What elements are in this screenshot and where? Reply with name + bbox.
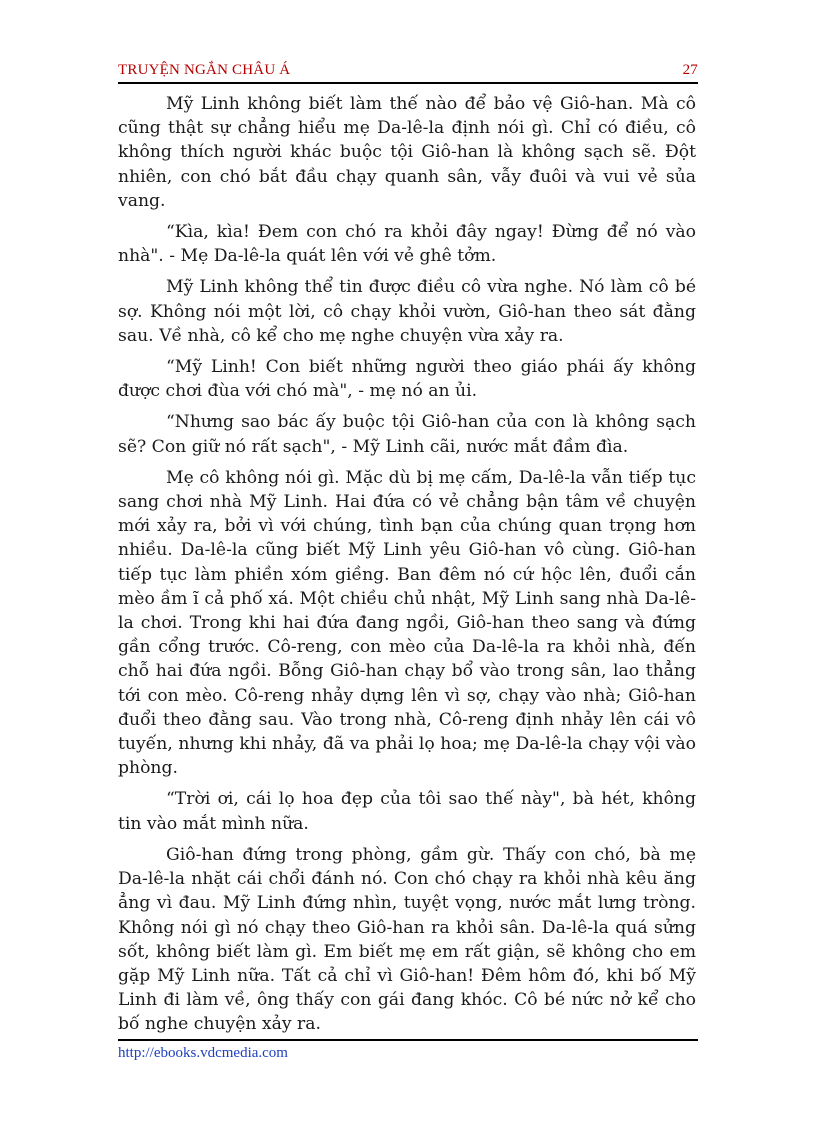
paragraph: “Trời ơi, cái lọ hoa đẹp của tôi sao thế này", bà hét, không tin vào mắt mình nữa. — [118, 789, 696, 834]
paragraph: “Kìa, kìa! Đem con chó ra khỏi đây ngay! Đừng để nó vào nhà". - Mẹ Da-lê-la quát lên với vẻ ghê tởm. — [118, 222, 696, 267]
page-number: 27 — [682, 62, 698, 78]
paragraph: “Nhưng sao bác ấy buộc tội Giô-han của con là không sạch sẽ? Con giữ nó rất sạch", - Mỹ Linh cãi, nước mắt đầm đìa. — [118, 412, 696, 457]
paragraph: Mỹ Linh không biết làm thế nào để bảo vệ Giô-han. Mà cô cũng thật sự chẳng hiểu mẹ Da-lê-la định nói gì. Chỉ có điều, cô không thích người khác buộc tội Giô-han là không sạch sẽ. Đột nhiên, con chó bắt đầu chạy quanh sân, vẫy đuôi và vui vẻ sủa vang. — [118, 94, 696, 211]
paragraph: “Mỹ Linh! Con biết những người theo giáo phái ấy không được chơi đùa với chó mà", - mẹ nó an ủi. — [118, 357, 696, 402]
footer-divider — [118, 1039, 698, 1041]
book-title: TRUYỆN NGẮN CHÂU Á — [118, 62, 291, 78]
page-header — [118, 60, 698, 84]
footer-link[interactable]: http://ebooks.vdcmedia.com — [118, 1045, 288, 1061]
story-body — [118, 92, 696, 1044]
paragraph: Mẹ cô không nói gì. Mặc dù bị mẹ cấm, Da-lê-la vẫn tiếp tục sang chơi nhà Mỹ Linh. Hai đứa có vẻ chẳng bận tâm về chuyện mới xảy ra, bởi vì với chúng, tình bạn của chúng quan trọng hơn nhiều. Da-lê-la cũng biết Mỹ Linh yêu Giô-han vô cùng. Giô-han tiếp tục làm phiền xóm giềng. Ban đêm nó cứ hộc lên, đuổi cắn mèo ầm ĩ cả phố xá. Một chiều chủ nhật, Mỹ Linh sang nhà Da-lê-la chơi. Trong khi hai đứa đang ngồi, Giô-han theo sang và đứng gần cổng trước. Cô-reng, con mèo của Da-lê-la ra khỏi nhà, đến chỗ hai đứa ngồi. Bỗng Giô-han chạy bổ vào trong sân, lao thẳng tới con mèo. Cô-reng nhảy dựng lên vì sợ, chạy vào nhà; Giô-han đuổi theo đằng sau. Vào trong nhà, Cô-reng định nhảy lên cái vô tuyến, nhưng khi nhảy, đã va phải lọ hoa; mẹ Da-lê-la chạy vội vào phòng. — [118, 467, 696, 779]
paragraph: Mỹ Linh không thể tin được điều cô vừa nghe. Nó làm cô bé sợ. Không nói một lời, cô chạy khỏi vườn, Giô-han theo sát đằng sau. Về nhà, cô kể cho mẹ nghe chuyện vừa xảy ra. — [118, 277, 696, 346]
paragraph: Giô-han đứng trong phòng, gầm gừ. Thấy con chó, bà mẹ Da-lê-la nhặt cái chổi đánh nó. Con chó chạy ra khỏi nhà kêu ăng ẳng vì đau. Mỹ Linh đứng nhìn, tuyệt vọng, nước mắt lưng tròng. Không nói gì nó chạy theo Giô-han ra khỏi sân. Da-lê-la quá sửng sốt, không biết làm gì. Em biết mẹ em rất giận, sẽ không cho em gặp Mỹ Linh nữa. Tất cả chỉ vì Giô-han! Đêm hôm đó, khi bố Mỹ Linh đi làm về, ông thấy con gái đang khóc. Cô bé nức nở kể cho bố nghe chuyện xảy ra. — [118, 844, 696, 1035]
